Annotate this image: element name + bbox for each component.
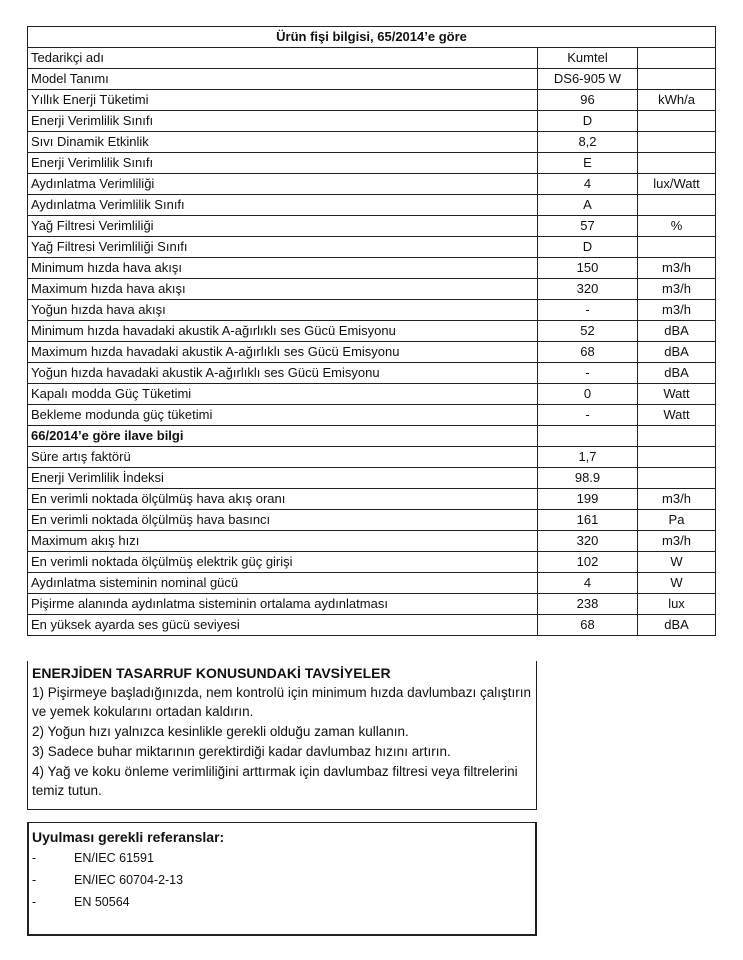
spec-value: 96 (538, 90, 638, 111)
reference-dash: - (32, 873, 37, 887)
spec-label: Enerji Verimlilik Sınıfı (28, 153, 538, 174)
spec-unit: lux (638, 594, 716, 615)
spec-unit: W (638, 552, 716, 573)
spec-unit (638, 153, 716, 174)
section-empty-cell (538, 426, 638, 447)
spec-label: Sıvı Dinamik Etkinlik (28, 132, 538, 153)
spec-unit: m3/h (638, 279, 716, 300)
spec-value: - (538, 363, 638, 384)
spec-value: 52 (538, 321, 638, 342)
spec-unit (638, 111, 716, 132)
spec-unit: dBA (638, 363, 716, 384)
spec-label: Kapalı modda Güç Tüketimi (28, 384, 538, 405)
spec-row (28, 195, 716, 216)
section-row (28, 426, 716, 447)
spec-row (28, 384, 716, 405)
spec-row (28, 321, 716, 342)
spec-row (28, 153, 716, 174)
spec-label: En verimli noktada ölçülmüş elektrik güç girişi (28, 552, 538, 573)
product-fiche-sheet (27, 26, 715, 636)
spec-unit (638, 132, 716, 153)
spec-row (28, 573, 716, 594)
spec-label: En verimli noktada ölçülmüş hava akış oranı (28, 489, 538, 510)
spec-unit: m3/h (638, 258, 716, 279)
spec-row (28, 174, 716, 195)
spec-value: 8,2 (538, 132, 638, 153)
spec-unit: dBA (638, 615, 716, 636)
spec-label: Yoğun hızda hava akışı (28, 300, 538, 321)
spec-unit: W (638, 573, 716, 594)
spec-row (28, 69, 716, 90)
spec-label: En yüksek ayarda ses gücü seviyesi (28, 615, 538, 636)
spec-value: A (538, 195, 638, 216)
spec-label: Minimum hızda hava akışı (28, 258, 538, 279)
spec-value: 238 (538, 594, 638, 615)
spec-label: Pişirme alanında aydınlatma sisteminin ortalama aydınlatması (28, 594, 538, 615)
spec-label: Enerji Verimlilik İndeksi (28, 468, 538, 489)
spec-label: Tedarikçi adı (28, 48, 538, 69)
spec-value: 98.9 (538, 468, 638, 489)
spec-row (28, 363, 716, 384)
spec-value: D (538, 237, 638, 258)
spec-label: Aydınlatma Verimlilik Sınıfı (28, 195, 538, 216)
spec-row (28, 615, 716, 636)
spec-row (28, 300, 716, 321)
spec-label: Yağ Filtresi Verimliliği Sınıfı (28, 237, 538, 258)
spec-value: 199 (538, 489, 638, 510)
spec-value: 320 (538, 531, 638, 552)
energy-saving-advice (27, 661, 537, 810)
reference-item (29, 847, 535, 869)
spec-value: 320 (538, 279, 638, 300)
fiche-title: Ürün fişi bilgisi, 65/2014’e göre (28, 27, 716, 48)
spec-value: - (538, 405, 638, 426)
spec-value: DS6-905 W (538, 69, 638, 90)
spec-value: 57 (538, 216, 638, 237)
section-title: 66/2014’e göre ilave bilgi (28, 426, 538, 447)
spec-unit: % (638, 216, 716, 237)
reference-item (29, 869, 535, 891)
spec-label: Minimum hızda havadaki akustik A-ağırlıklı ses Gücü Emisyonu (28, 321, 538, 342)
spec-row (28, 447, 716, 468)
advice-item: 1) Pişirmeye başladığınızda, nem kontrolü için minimum hızda davlumbazı çalıştırın ve yemek kokularını ortadan kaldırın. (32, 685, 531, 719)
spec-value: E (538, 153, 638, 174)
spec-label: Süre artış faktörü (28, 447, 538, 468)
spec-row (28, 111, 716, 132)
spec-row (28, 342, 716, 363)
spec-row (28, 258, 716, 279)
spec-unit (638, 48, 716, 69)
spec-row (28, 489, 716, 510)
spec-row (28, 90, 716, 111)
spec-value: 102 (538, 552, 638, 573)
spec-unit (638, 69, 716, 90)
reference-item (29, 891, 535, 913)
spec-value: - (538, 300, 638, 321)
spec-row (28, 594, 716, 615)
spec-unit (638, 468, 716, 489)
spec-unit: Pa (638, 510, 716, 531)
advice-item: 2) Yoğun hızı yalnızca kesinlikle gerekli olduğu zaman kullanın. (32, 724, 409, 739)
spec-label: Aydınlatma Verimliliği (28, 174, 538, 195)
spec-value: 68 (538, 342, 638, 363)
spec-value: D (538, 111, 638, 132)
spec-label: Aydınlatma sisteminin nominal gücü (28, 573, 538, 594)
spec-value: 161 (538, 510, 638, 531)
reference-text: EN 50564 (74, 895, 130, 909)
spec-row (28, 510, 716, 531)
spec-unit (638, 447, 716, 468)
spec-row (28, 279, 716, 300)
spec-unit (638, 195, 716, 216)
spec-value: 68 (538, 615, 638, 636)
spec-label: En verimli noktada ölçülmüş hava basıncı (28, 510, 538, 531)
spec-unit: kWh/a (638, 90, 716, 111)
spec-table (27, 26, 716, 636)
advice-title: ENERJİDEN TASARRUF KONUSUNDAKİ TAVSİYELER (32, 665, 391, 681)
spec-label: Bekleme modunda güç tüketimi (28, 405, 538, 426)
spec-unit: lux/Watt (638, 174, 716, 195)
spec-row (28, 237, 716, 258)
spec-unit: Watt (638, 384, 716, 405)
spec-label: Maximum hızda hava akışı (28, 279, 538, 300)
spec-unit: m3/h (638, 531, 716, 552)
title-row (28, 27, 716, 48)
spec-value: 150 (538, 258, 638, 279)
spec-unit: dBA (638, 342, 716, 363)
advice-item: 4) Yağ ve koku önleme verimliliğini arttırmak için davlumbaz filtresi veya filtrelerini temiz tutun. (32, 764, 518, 798)
spec-label: Yıllık Enerji Tüketimi (28, 90, 538, 111)
spec-unit: m3/h (638, 300, 716, 321)
spec-value: 0 (538, 384, 638, 405)
spec-value: 4 (538, 573, 638, 594)
spec-row (28, 216, 716, 237)
reference-text: EN/IEC 61591 (74, 851, 154, 865)
spec-row (28, 531, 716, 552)
spec-row (28, 552, 716, 573)
spec-unit: dBA (638, 321, 716, 342)
reference-dash: - (32, 895, 37, 909)
spec-row (28, 468, 716, 489)
references-title: Uyulması gerekli referanslar: (32, 829, 225, 845)
references-box (27, 822, 537, 936)
spec-row (28, 48, 716, 69)
reference-dash: - (32, 851, 37, 865)
spec-value: 4 (538, 174, 638, 195)
spec-value: 1,7 (538, 447, 638, 468)
advice-item: 3) Sadece buhar miktarının gerektirdiği kadar davlumbaz hızını artırın. (32, 744, 451, 759)
spec-label: Model Tanımı (28, 69, 538, 90)
reference-text: EN/IEC 60704-2-13 (74, 873, 184, 887)
spec-label: Maximum akış hızı (28, 531, 538, 552)
spec-label: Yağ Filtresi Verimliliği (28, 216, 538, 237)
spec-label: Enerji Verimlilik Sınıfı (28, 111, 538, 132)
spec-row (28, 405, 716, 426)
spec-label: Yoğun hızda havadaki akustik A-ağırlıklı ses Gücü Emisyonu (28, 363, 538, 384)
spec-unit: Watt (638, 405, 716, 426)
spec-label: Maximum hızda havadaki akustik A-ağırlıklı ses Gücü Emisyonu (28, 342, 538, 363)
section-empty-cell (638, 426, 716, 447)
spec-unit (638, 237, 716, 258)
spec-value: Kumtel (538, 48, 638, 69)
spec-row (28, 132, 716, 153)
spec-unit: m3/h (638, 489, 716, 510)
